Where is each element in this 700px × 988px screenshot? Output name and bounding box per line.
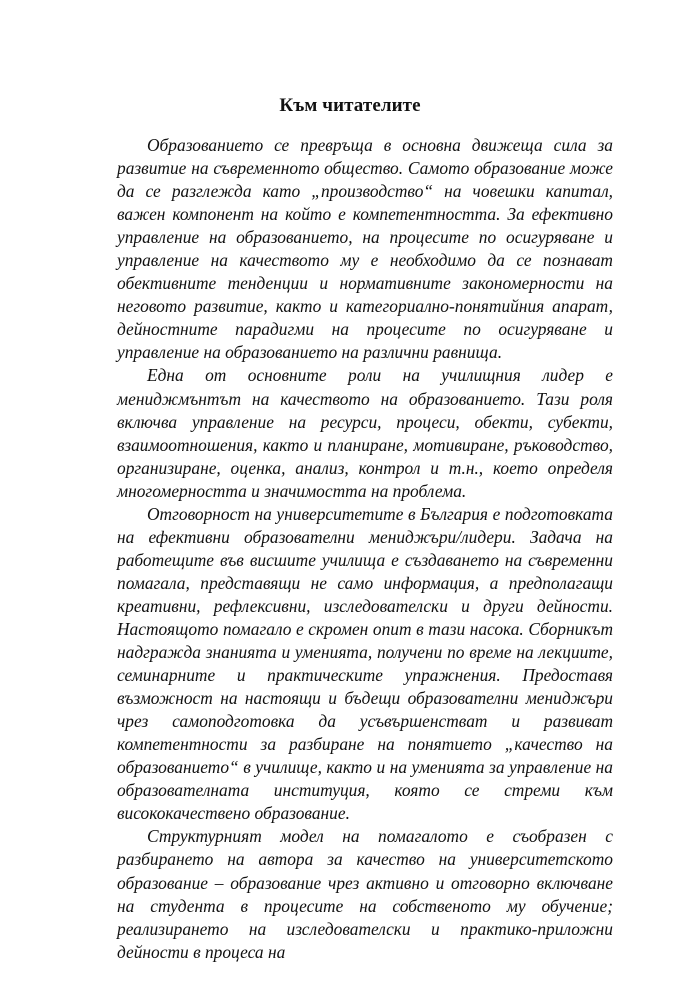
paragraph-3: Отговорност на университетите в България е подготовката на ефективни образователни мениджъри/лидери. Задача на работещите във висшите училища е създаването на съвременни помагала, представящи не само информация, а предполагащи креативни, рефлексивни, изследователски и други дейности. Настоящото помагало е скромен опит в тази насока. Сборникът надгражда знанията и уменията, получени по време на лекциите, семинарните и практическите упражнения. Предоставя възможност на настоящи и бъдещи образователни мениджъри чрез самоподготовка да усъвършенстват и развиват компетентности за разбиране на понятието „качество на образованието“ в училище, както и на уменията за управление на образователната институция, която се стреми към висококачествено образование. (117, 503, 613, 824)
paragraph-1: Образованието се превръща в основна движеща сила за развитие на съвременното общество. Самото образование може да се разглежда като „производство“ на човешки капитал, важен компонент на който е компетентността. За ефективно управление на образованието, на процесите по осигуряване и управление на качеството му е необходимо да се познават обективните тенденции и нормативните закономерности на неговото развитие, както и категориално-понятийния апарат, дейностните парадигми на процесите по осигуряване и управление на образованието на различни равнища. (117, 135, 613, 363)
page-title: Към читателите (279, 95, 421, 116)
body-text (117, 134, 613, 964)
paragraph-2: Една от основните роли на училищния лидер е мениджмънтът на качеството на образованието. Тази роля включва управление на ресурси, процеси, обекти, субекти, взаимоотношения, както и планиране, мотивиране, ръководство, организиране, оценка, анализ, контрол и т.н., което определя многомерността и значимостта на проблема. (117, 365, 613, 501)
paragraph-4: Структурният модел на помагалото е съобразен с разбирането на автора за качество на университетското образование – образование чрез активно и отговорно включване на студента в процесите на собственото му обучение; реализирането на изследователски и практико-приложни дейности в процеса на (117, 826, 613, 962)
